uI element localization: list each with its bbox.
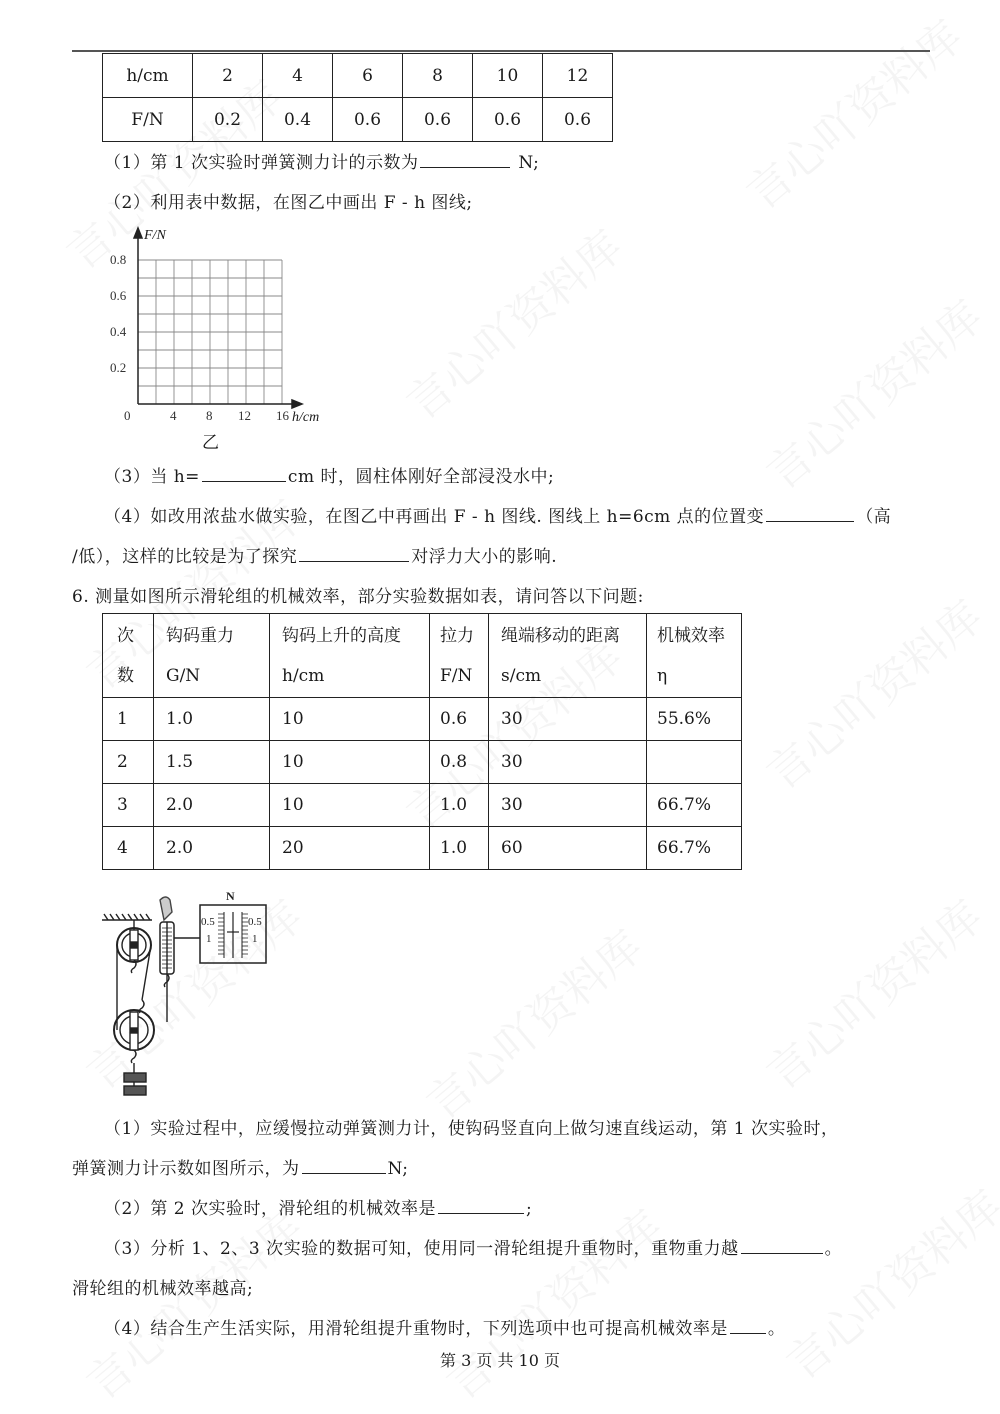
answer-blank[interactable] <box>438 1198 524 1214</box>
y-tick: 0.8 <box>110 252 127 267</box>
table-cell: 0.6 <box>473 98 543 142</box>
answer-blank[interactable] <box>766 506 854 522</box>
table-cell: 0.6 <box>430 698 489 741</box>
table-header-row <box>103 614 742 698</box>
watermark <box>730 3 973 222</box>
table-cell: 2.0 <box>154 784 270 827</box>
question-5-1: （1）第 1 次实验时弹簧测力计的示数为 N; <box>104 153 540 173</box>
table-cell: 4 <box>263 54 333 98</box>
table-cell: 2.0 <box>154 827 270 870</box>
column-header: 绳端移动的距离 s/cm <box>489 614 647 698</box>
row-header: h/cm <box>103 54 193 98</box>
question-6-3: （3）分析 1、2、3 次实验的数据可知，使用同一滑轮组提升重物时，重物重力越 。 <box>104 1239 843 1259</box>
table-cell: 1 <box>103 698 154 741</box>
watermark <box>750 883 993 1102</box>
watermark <box>430 1193 673 1412</box>
question-6-2: （2）第 2 次实验时，滑轮组的机械效率是 ; <box>104 1199 533 1219</box>
table-cell: 2 <box>103 741 154 784</box>
table-cell: 60 <box>489 827 647 870</box>
table-cell: 1.0 <box>154 698 270 741</box>
table-cell: 0.6 <box>333 98 403 142</box>
table-cell: 10 <box>270 784 430 827</box>
answer-blank[interactable] <box>730 1318 766 1334</box>
answer-blank[interactable] <box>302 1158 386 1174</box>
question-6-1-cont: 弹簧测力计示数如图所示，为 N; <box>72 1159 409 1179</box>
y-axis-label: F/N <box>144 228 166 243</box>
watermark <box>750 583 993 802</box>
table-row <box>103 741 742 784</box>
figure-caption: 乙 <box>202 433 219 453</box>
question-5-2: （2）利用表中数据，在图乙中画出 F - h 图线; <box>104 193 473 213</box>
table-cell: 1.0 <box>430 784 489 827</box>
table-row <box>103 698 742 741</box>
table-cell: 30 <box>489 698 647 741</box>
column-header: 次 数 <box>103 614 154 698</box>
table-cell: 55.6% <box>647 698 742 741</box>
column-header: 钩码重力 G/N <box>154 614 270 698</box>
answer-blank[interactable] <box>741 1238 823 1254</box>
scale-unit-label: N <box>226 889 235 903</box>
svg-text:1: 1 <box>206 933 212 945</box>
table-row <box>103 784 742 827</box>
question-6-1: （1）实验过程中，应缓慢拉动弹簧测力计，使钩码竖直向上做匀速直线运动，第 1 次实验时， <box>104 1119 839 1139</box>
watermark <box>390 213 633 432</box>
pulley-diagram <box>100 880 280 1100</box>
table-cell: 66.7% <box>647 827 742 870</box>
answer-blank[interactable] <box>299 546 409 562</box>
buoyancy-data-table <box>102 53 613 142</box>
table-cell: 30 <box>489 784 647 827</box>
table-row <box>103 98 613 142</box>
table-cell <box>647 741 742 784</box>
y-tick: 0.6 <box>110 288 127 303</box>
table-cell: 0.6 <box>403 98 473 142</box>
table-cell: 20 <box>270 827 430 870</box>
svg-text:0.5: 0.5 <box>201 916 215 928</box>
table-row <box>103 827 742 870</box>
watermark <box>750 283 993 502</box>
question-5-4-cont: /低），这样的比较是为了探究 对浮力大小的影响. <box>72 547 558 567</box>
table-row <box>103 54 613 98</box>
table-cell: 30 <box>489 741 647 784</box>
header-rule <box>72 50 930 52</box>
table-cell: 10 <box>473 54 543 98</box>
y-tick: 0.2 <box>110 360 127 375</box>
table-cell: 66.7% <box>647 784 742 827</box>
x-tick: 0 <box>124 408 131 423</box>
answer-blank[interactable] <box>420 152 510 168</box>
watermark <box>410 913 653 1132</box>
table-cell: 10 <box>270 698 430 741</box>
question-5-3: （3）当 h= cm 时，圆柱体刚好全部浸没水中; <box>104 467 555 487</box>
table-cell: 1.5 <box>154 741 270 784</box>
question-5-4: （4）如改用浓盐水做实验，在图乙中再画出 F - h 图线. 图线上 h=6cm 点的位置变 （高 <box>104 507 892 527</box>
answer-blank[interactable] <box>202 466 286 482</box>
table-cell: 3 <box>103 784 154 827</box>
table-cell: 0.2 <box>193 98 263 142</box>
table-cell: 8 <box>403 54 473 98</box>
table-cell: 4 <box>103 827 154 870</box>
table-cell: 1.0 <box>430 827 489 870</box>
question-6-4: （4）结合生产生活实际，用滑轮组提升重物时，下列选项中也可提高机械效率是 。 <box>104 1319 786 1339</box>
svg-text:0.5: 0.5 <box>248 916 262 928</box>
column-header: 机械效率 η <box>647 614 742 698</box>
pulley-system-figure <box>100 880 280 1100</box>
column-header: 钩码上升的高度 h/cm <box>270 614 430 698</box>
table-cell: 10 <box>270 741 430 784</box>
svg-text:1: 1 <box>252 933 258 945</box>
x-tick: 4 <box>170 408 177 423</box>
table-cell: 0.4 <box>263 98 333 142</box>
pulley-data-table <box>102 613 742 870</box>
page-footer: 第 3 页 共 10 页 <box>440 1351 560 1370</box>
x-axis-label: h/cm <box>292 410 320 425</box>
table-cell: 6 <box>333 54 403 98</box>
row-header: F/N <box>103 98 193 142</box>
f-h-graph <box>100 222 340 452</box>
x-tick: 12 <box>238 408 251 423</box>
table-cell: 12 <box>543 54 613 98</box>
table-cell: 0.8 <box>430 741 489 784</box>
question-6-intro: 6. 测量如图所示滑轮组的机械效率，部分实验数据如表，请问答以下问题: <box>72 587 644 607</box>
x-tick: 8 <box>206 408 213 423</box>
column-header: 拉力 F/N <box>430 614 489 698</box>
y-tick: 0.4 <box>110 324 127 339</box>
table-cell: 2 <box>193 54 263 98</box>
x-tick: 16 <box>276 408 289 423</box>
question-6-3-cont: 滑轮组的机械效率越高; <box>72 1279 254 1299</box>
watermark <box>70 1193 313 1412</box>
table-cell: 0.6 <box>543 98 613 142</box>
